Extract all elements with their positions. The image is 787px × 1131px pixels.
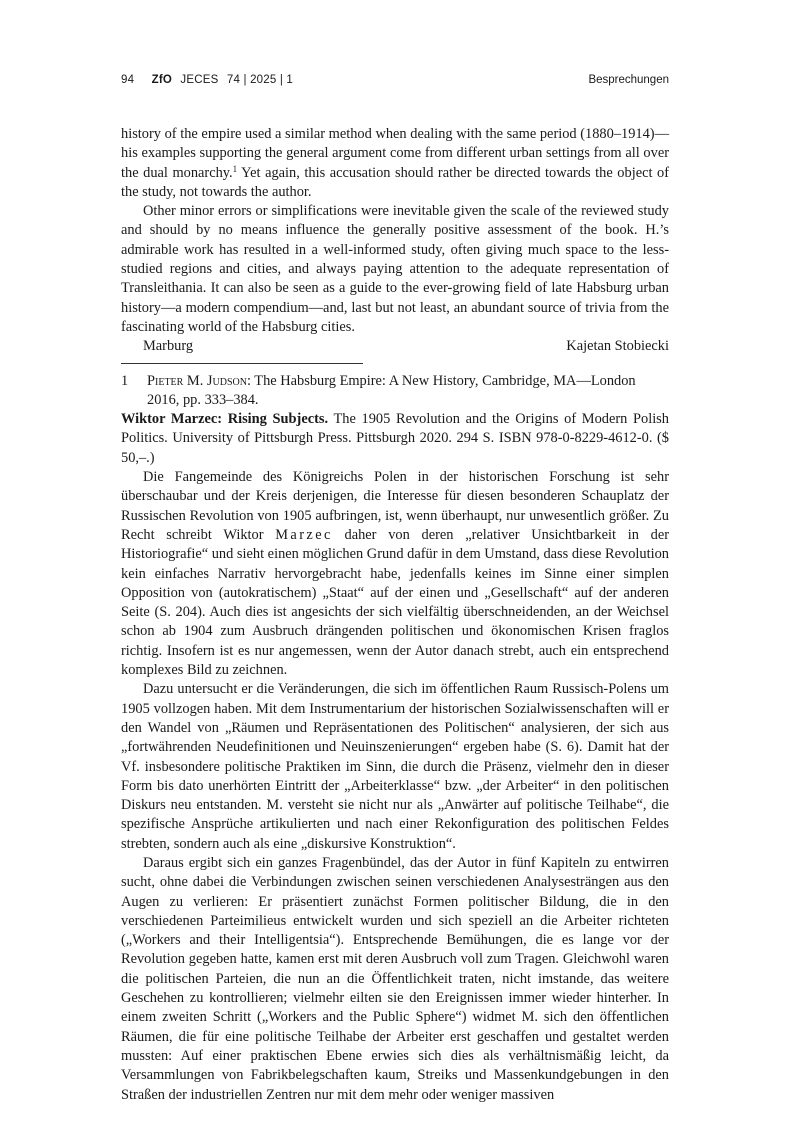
prev-review-paragraph-1: history of the empire used a similar method when dealing with the same period (1880–1914)—his examples supporting the general argument come from different urban settings from all over the dual monarchy.$^1$ Yet again, this accusation should rather be directed towards the object of the study, not towards the author. — [121, 126, 670, 200]
review-paragraph-2: Dazu untersucht er die Veränderungen, die sich im öffentlichen Raum Russisch-Polens um 1905 vollzogen haben. Mit dem Instrumentarium der historischen Sozialwissenschaften will er den Wandel von „Räumen und Repräsentationen des Politischen“ analysieren, der sich aus „fortwährenden Neudefinitionen und Neuinszenierungen“ ergeben habe (S. 6). Damit hat der Vf. insbesondere politische Praktiken im Sinn, die durch die Präsenz, vielmehr den in dieser Form bis dato unerhörten Eintritt der „Arbeiterklasse“ bzw. „der Arbeiter“ in den politischen Diskurs neu entstanden. M. versteht sie nicht nur als „Anwärter auf politische Teilhabe“, die spezifische Ansprüche artikulierten und nach einer Rekonfiguration des politischen Feldes strebten, sondern auch als eine „diskursive Konstruktion“. — [121, 681, 669, 852]
review-heading — [121, 410, 669, 468]
header-journal-info — [121, 74, 293, 86]
review-book-title: Wiktor Marzec: Rising Subjects. — [121, 411, 329, 428]
footnote-text: : The Habsburg Empire: A New History, Cambridge, MA—London 2016, pp. 333–384. — [147, 372, 636, 408]
reviewed-author-name: Marzec — [275, 526, 333, 543]
review-signature — [121, 337, 669, 356]
signature-author: Kajetan Stobiecki — [566, 338, 669, 355]
journal-name: ZfO — [151, 74, 173, 86]
review-paragraph-1: Die Fangemeinde des Königreichs Polen in der historischen Forschung ist sehr überschaubar und der Kreis derjenigen, die Interesse für diesen besonderen Schauplatz der Russischen Revolution von 1905 aufbringen, ist, wenn überhaupt, nur unwesentlich größer. Zu Recht schreibt Wiktor Marzec daher von deren „relativer Unsichtbarkeit in der Historiografie“ und sieht einen möglichen Grund dafür in dem Umstand, dass diese Revolution kein einfaches Narrativ hervorgebracht habe, jedenfalls keines im Sinne einer simplen Opposition von (autokratischem) „Staat“ auf der einen und „Gesellschaft“ auf der anderen Seite (S. 204). Auch dies ist angesichts der sich vielfältig überschneidenden, an der Weichsel schon ab 1904 zum Ausbruch drängenden politischen und ökonomischen Krisen fraglos richtig. Insofern ist es nur angemessen, wenn der Autor danach strebt, auch ein entsprechend komplexes Bild zu zeichnen. — [121, 469, 669, 679]
footnote-divider — [121, 363, 363, 364]
review-paragraph-3: Daraus ergibt sich ein ganzes Fragenbündel, das der Autor in fünf Kapiteln zu entwirren sucht, ohne dabei die Verbindungen zwischen seinen verschiedenen Analysesträngen aus den Augen zu verlieren: Er präsentiert zunächst Formen politischer Bildung, die in den verschiedenen Parteimilieus entwickelt wurden und sich speziell an die Arbeiter richteten („Workers and their Intelligentsia“). Entsprechende Bemühungen, die es lange vor der Revolution gegeben hatte, kamen erst mit deren Ausbruch voll zum Tragen. Gleichwohl waren die politischen Parteien, die nun an die Öffentlichkeit traten, nicht imstande, das weitere Geschehen zu kontrollieren; vielmehr eilten sie den Ereignissen immer wieder hinterher. In einem zweiten Schritt („Workers and the Public Sphere“) widmet M. sich den öffentlichen Räumen, die für eine politische Teilhabe der Arbeiter erst geschaffen und gestaltet werden mussten: Auf einer praktischen Ebene erwies sich dies als verhältnismäßig leicht, da Versammlungen von Fabrikbelegschaften kaum, Streiks und Massenkundgebungen in den Straßen der industriellen Zentren nur mit dem mehr oder weniger massiven — [121, 854, 669, 1103]
page-number: 94 — [121, 74, 135, 86]
page-content — [121, 125, 669, 1105]
journal-volume: 74 | 2025 | 1 — [226, 74, 294, 86]
signature-place: Marburg — [143, 338, 194, 355]
prev-review-paragraph-2: Other minor errors or simplifications were inevitable given the scale of the reviewed study and should by no means influence the generally positive assessment of the book. H.’s admirable work has resulted in a well-informed study, often giving much space to the less-studied regions and cities, and always paying attention to the adequate representation of Transleithania. It can also be seen as a guide to the ever-growing field of late Habsburg urban history—a modern compendium—and, last but not least, an abundant source of trivia from the fascinating world of the Habsburg cities. — [121, 203, 669, 335]
footnote-number: 1 — [121, 372, 129, 389]
footnote-author: Pieter M. Judson — [147, 372, 247, 389]
review-book-details: The 1905 Revolution and the Origins of Modern Polish Politics. University of Pittsburgh Press. Pittsburgh 2020. 294 S. ISBN 978-0-8229-4612-0. ($ 50,–.) — [121, 411, 669, 466]
footnote — [121, 372, 669, 411]
running-header — [121, 74, 669, 92]
journal-subname: JECES — [180, 74, 219, 86]
section-title: Besprechungen — [588, 74, 669, 86]
footnote-ref[interactable]: 1 — [232, 163, 238, 174]
